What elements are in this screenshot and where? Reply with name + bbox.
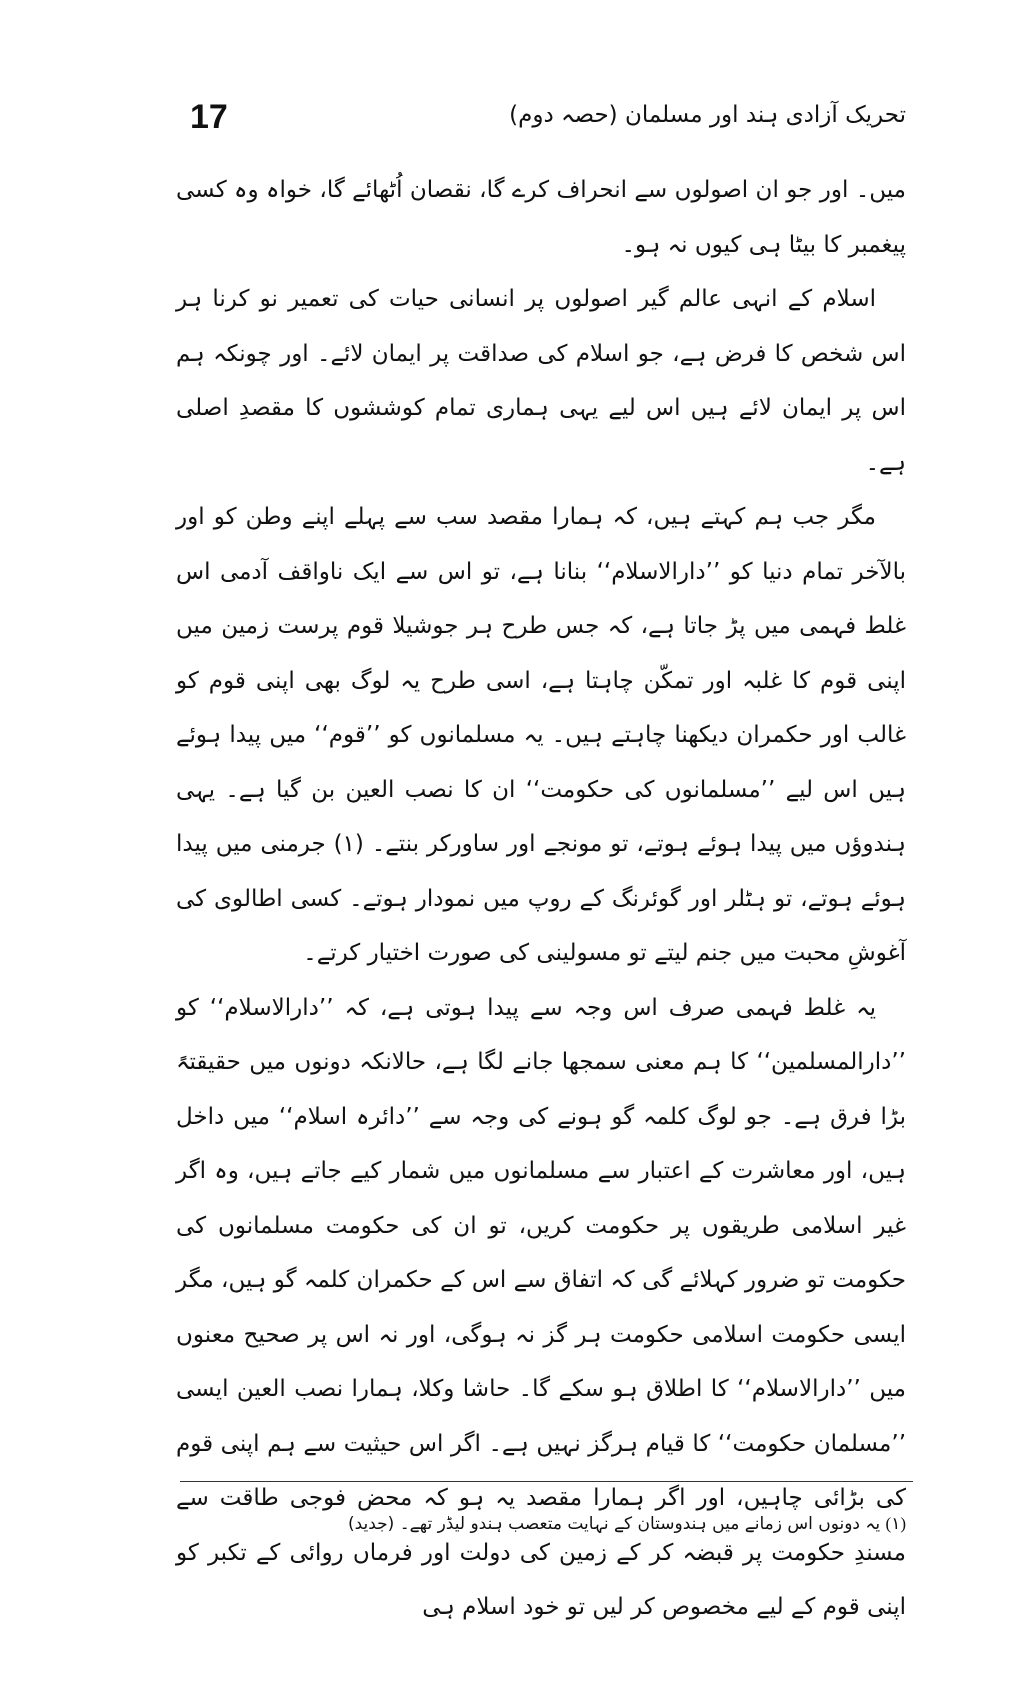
page-number: 17 <box>190 98 228 136</box>
paragraph-3: مگر جب ہم کہتے ہیں، کہ ہمارا مقصد سب سے پہلے اپنے وطن کو اور بالآخر تمام دنیا کو ’’دارالاسلام‘‘ بنانا ہے، تو اس سے ایک ناواقف آدمی اس غلط فہمی میں پڑ جاتا ہے، کہ جس طرح ہر جوشیلا قوم پرست زمین میں اپنی قوم کا غلبہ اور تمکّن چاہتا ہے، اسی طرح یہ لوگ بھی اپنی قوم کو غالب اور حکمران دیکھنا چاہتے ہیں۔ یہ مسلمانوں کو ’’قوم‘‘ میں پیدا ہوئے ہیں اس لیے ’’مسلمانوں کی حکومت‘‘ ان کا نصب العین بن گیا ہے۔ یہی ہندوؤں میں پیدا ہوئے ہوتے، تو مونجے اور ساورکر بنتے۔ (۱) جرمنی میں پیدا ہوئے ہوتے، تو ہٹلر اور گوئرنگ کے روپ میں نمودار ہوتے۔ کسی اطالوی کی آغوشِ محبت میں جنم لیتے تو مسولینی کی صورت اختیار کرتے۔ <box>176 504 906 966</box>
footnote-divider <box>180 1481 913 1482</box>
paragraph-2: اسلام کے انہی عالم گیر اصولوں پر انسانی حیات کی تعمیر نو کرنا ہر اس شخص کا فرض ہے، جو اسلام کی صداقت پر ایمان لائے۔ اور چونکہ ہم اس پر ایمان لائے ہیں اس لیے یہی ہماری تمام کوششوں کا مقصدِ اصلی ہے۔ <box>176 286 906 476</box>
paragraph-1: میں۔ اور جو ان اصولوں سے انحراف کرے گا، نقصان اُٹھائے گا، خواہ وہ کسی پیغمبر کا بیٹا ہی کیوں نہ ہو۔ <box>176 177 906 258</box>
footnote-marker: (۱) <box>885 1514 906 1533</box>
page-header <box>190 98 906 148</box>
running-title: تحریک آزادی ہند اور مسلمان (حصہ دوم) <box>509 102 906 128</box>
body-text <box>176 163 906 1635</box>
footnote-text: یہ دونوں اس زمانے میں ہندوستان کے نہایت متعصب ہندو لیڈر تھے۔ (جدید) <box>347 1514 881 1534</box>
footnote <box>176 1510 906 1538</box>
paragraph-4: یہ غلط فہمی صرف اس وجہ سے پیدا ہوتی ہے، کہ ’’دارالاسلام‘‘ کو ’’دارالمسلمین‘‘ کا ہم معنی سمجھا جانے لگا ہے، حالانکہ دونوں میں حقیقتہً بڑا فرق ہے۔ جو لوگ کلمہ گو ہونے کی وجہ سے ’’دائرہ اسلام‘‘ میں داخل ہیں، اور معاشرت کے اعتبار سے مسلمانوں میں شمار کیے جاتے ہیں، وہ اگر غیر اسلامی طریقوں پر حکومت کریں، تو ان کی حکومت مسلمانوں کی حکومت تو ضرور کہلائے گی کہ اتفاق سے اس کے حکمران کلمہ گو ہیں، مگر ایسی حکومت اسلامی حکومت ہر گز نہ ہوگی، اور نہ اس پر صحیح معنوں میں ’’دارالاسلام‘‘ کا اطلاق ہو سکے گا۔ حاشا وکلا، ہمارا نصب العین ایسی ’’مسلمان حکومت‘‘ کا قیام ہرگز نہیں ہے۔ اگر اس حیثیت سے ہم اپنی قوم کی بڑائی چاہیں، اور اگر ہمارا مقصد یہ ہو کہ محض فوجی طاقت سے مسندِ حکومت پر قبضہ کر کے زمین کی دولت اور فرماں روائی کے تکبر کو اپنی قوم کے لیے مخصوص کر لیں تو خود اسلام ہی <box>176 994 906 1620</box>
